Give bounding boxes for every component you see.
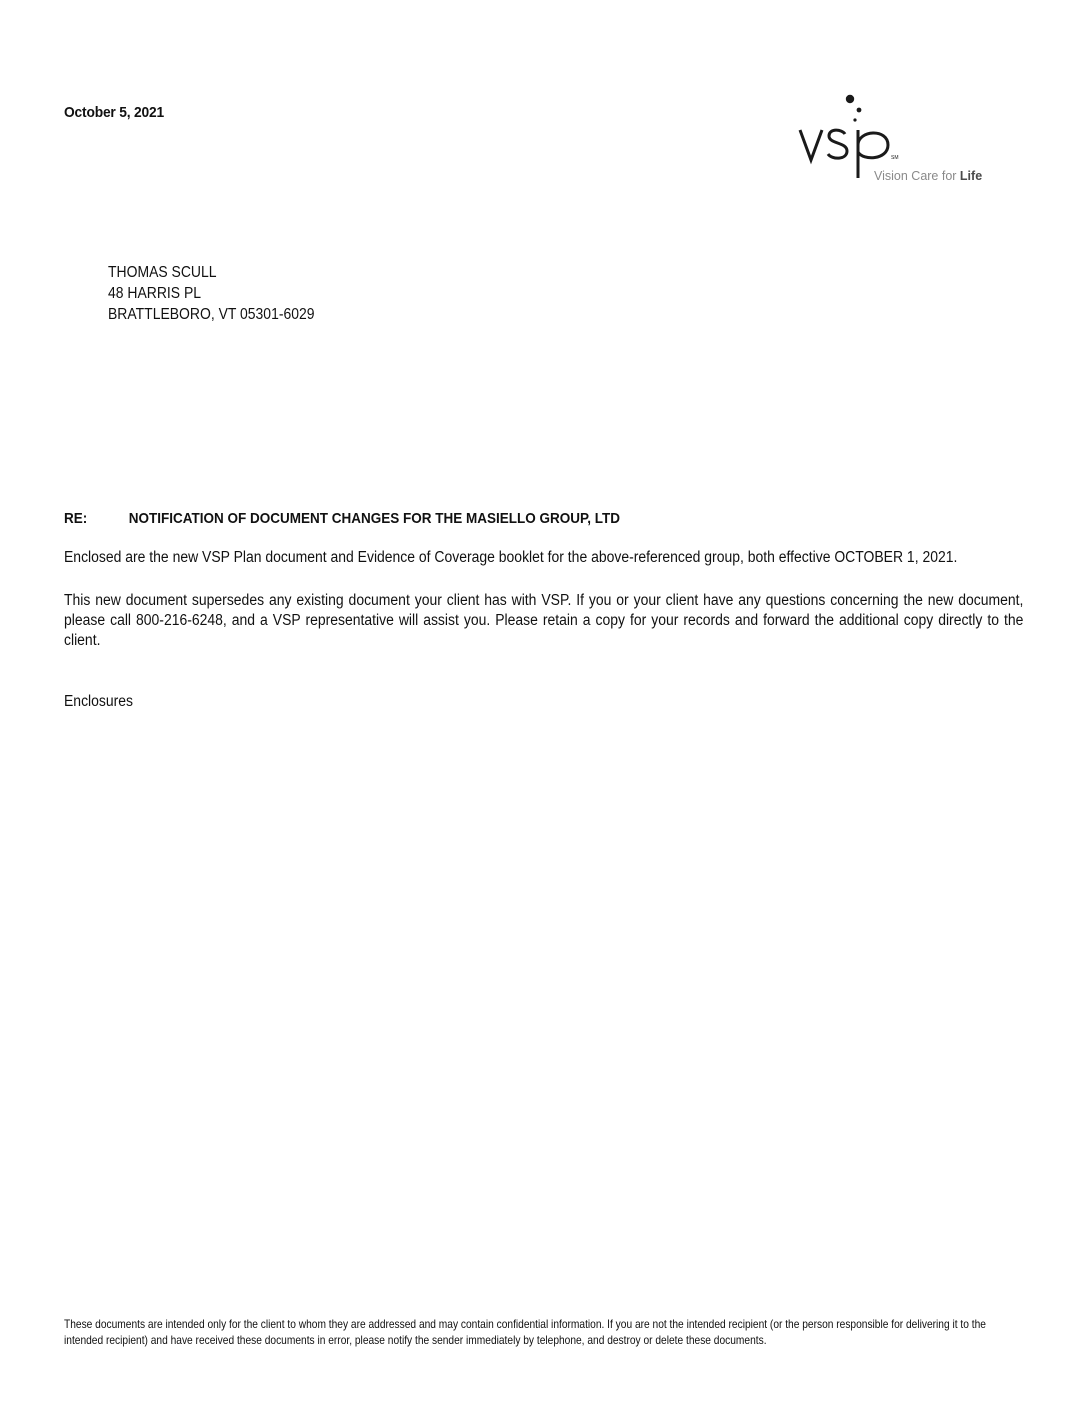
recipient-address (108, 262, 315, 325)
logo-tagline (874, 169, 982, 183)
subject-text: NOTIFICATION OF DOCUMENT CHANGES FOR THE MASIELLO GROUP, LTD (128, 510, 621, 527)
subject-line (64, 510, 620, 527)
logo-dot-large (846, 95, 854, 103)
body-paragraph-2: This new document supersedes any existing document your client has with VSP. If you or your client have any questions concerning the new document, please call 800-216-6248, and a VSP representative will assist you. Please retain a copy for your records and forward the additional copy directly to the client. (64, 592, 1024, 649)
logo-letter-p-bowl (858, 133, 888, 158)
logo-dot-small (853, 118, 856, 121)
letter-date: October 5, 2021 (64, 104, 165, 121)
enclosures-note: Enclosures (64, 693, 134, 710)
logo-trademark: SM (891, 155, 899, 161)
logo-tagline-emphasis: Life (959, 169, 983, 183)
logo-letter-v (800, 130, 822, 160)
recipient-city-state-zip: BRATTLEBORO, VT 05301-6029 (108, 306, 315, 323)
logo-dot-medium (857, 108, 862, 113)
vsp-logo (790, 90, 990, 190)
body-paragraph-1: Enclosed are the new VSP Plan document and Evidence of Coverage booklet for the above-referenced group, both effective OCTOBER 1, 2021. (64, 549, 958, 566)
subject-label: RE: (64, 510, 88, 527)
recipient-name: THOMAS SCULL (108, 264, 217, 281)
recipient-street: 48 HARRIS PL (108, 285, 202, 302)
confidentiality-footer: These documents are intended only for the client to whom they are addressed and may contain confidential information. If you are not the intended recipient (or the person responsible for delivering it to the intended recipient) and have received these documents in error, please notify the sender immediately by telephone, and destroy or delete these documents. (64, 1317, 986, 1347)
logo-letter-s (828, 130, 847, 158)
logo-tagline-prefix: Vision Care for (874, 169, 960, 183)
vsp-logo-mark (790, 90, 990, 190)
